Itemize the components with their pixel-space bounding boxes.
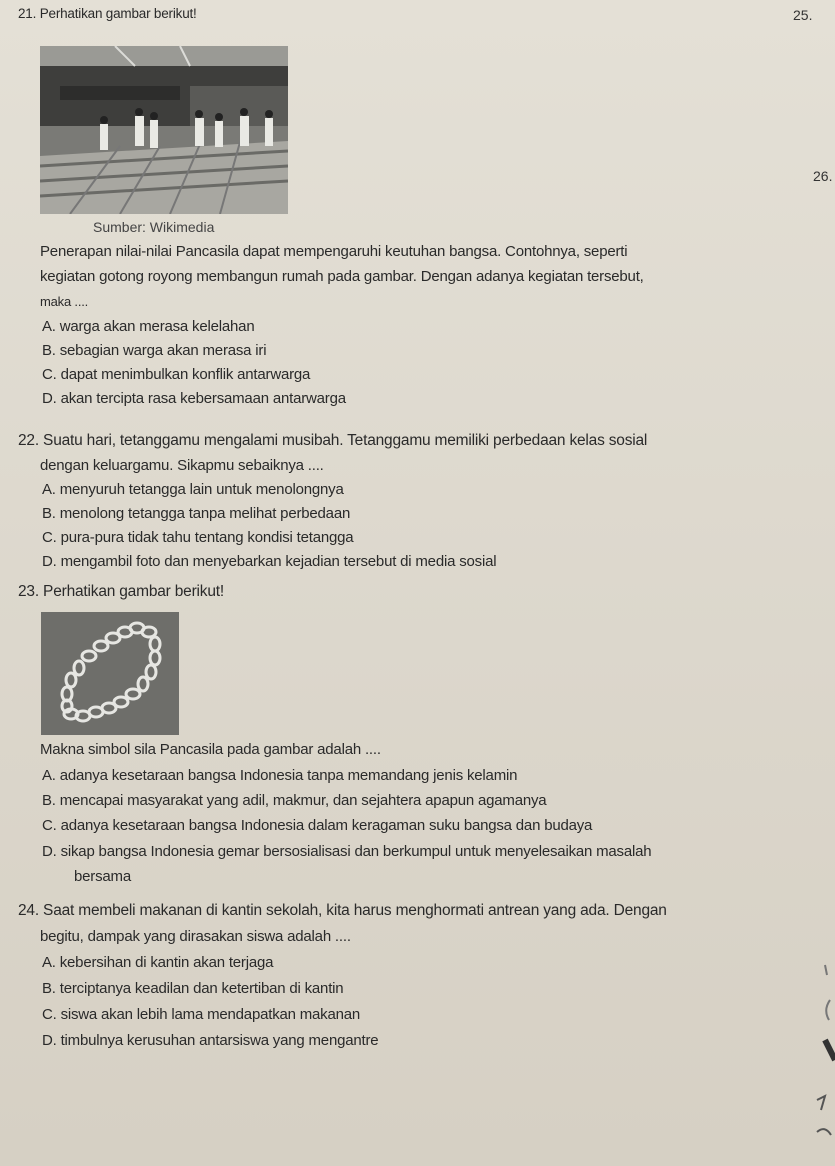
q22-stem-line1: 22. Suatu hari, tetanggamu mengalami musibah. Tetanggamu memiliki perbedaan kelas sosial xyxy=(18,432,648,449)
margin-marks xyxy=(805,960,835,1160)
q24-option-c[interactable]: C. siswa akan lebih lama mendapatkan makanan xyxy=(42,1006,361,1023)
q23-option-a[interactable]: A. adanya kesetaraan bangsa Indonesia tanpa memandang jenis kelamin xyxy=(42,767,518,784)
q21-stem-line2: kegiatan gotong royong membangun rumah pada gambar. Dengan adanya kegiatan tersebut, xyxy=(40,268,644,285)
q23-option-c[interactable]: C. adanya kesetaraan bangsa Indonesia dalam keragaman suku bangsa dan budaya xyxy=(42,817,593,834)
q23-title: 23. Perhatikan gambar berikut! xyxy=(18,583,224,600)
q23-option-d-cont: bersama xyxy=(74,868,131,885)
q24-stem-line2: begitu, dampak yang dirasakan siswa adalah .... xyxy=(40,928,351,945)
q23-stem: Makna simbol sila Pancasila pada gambar adalah .... xyxy=(40,741,381,758)
q21-title: 21. Perhatikan gambar berikut! xyxy=(18,6,197,21)
question-number-25: 25. xyxy=(793,7,813,23)
q21-photo xyxy=(40,46,288,214)
q23-option-d[interactable]: D. sikap bangsa Indonesia gemar bersosialisasi dan berkumpul untuk menyelesaikan masalah xyxy=(42,843,652,860)
q21-option-a[interactable]: A. warga akan merasa kelelahan xyxy=(42,318,255,335)
q21-option-d[interactable]: D. akan tercipta rasa kebersamaan antarwarga xyxy=(42,390,346,407)
q24-stem-line1: 24. Saat membeli makanan di kantin sekolah, kita harus menghormati antrean yang ada. Dengan xyxy=(18,902,667,919)
q21-image-caption: Sumber: Wikimedia xyxy=(93,219,215,235)
q22-option-d[interactable]: D. mengambil foto dan menyebarkan kejadian tersebut di media sosial xyxy=(42,553,497,570)
q22-option-c[interactable]: C. pura-pura tidak tahu tentang kondisi tetangga xyxy=(42,529,354,546)
q24-option-a[interactable]: A. kebersihan di kantin akan terjaga xyxy=(42,954,274,971)
q24-option-b[interactable]: B. terciptanya keadilan dan ketertiban di kantin xyxy=(42,980,344,997)
q22-option-a[interactable]: A. menyuruh tetangga lain untuk menolongnya xyxy=(42,481,344,498)
q21-option-b[interactable]: B. sebagian warga akan merasa iri xyxy=(42,342,267,359)
q21-stem-line1: Penerapan nilai-nilai Pancasila dapat mempengaruhi keutuhan bangsa. Contohnya, seperti xyxy=(40,243,628,260)
question-number-26: 26. xyxy=(813,168,833,184)
q24-option-d[interactable]: D. timbulnya kerusuhan antarsiswa yang mengantre xyxy=(42,1032,379,1049)
q21-stem-line3: maka .... xyxy=(40,294,89,309)
q21-option-c[interactable]: C. dapat menimbulkan konflik antarwarga xyxy=(42,366,311,383)
q22-stem-line2: dengan keluargamu. Sikapmu sebaiknya .... xyxy=(40,457,324,474)
q22-option-b[interactable]: B. menolong tetangga tanpa melihat perbedaan xyxy=(42,505,351,522)
q23-chain-image xyxy=(41,612,179,735)
q23-option-b[interactable]: B. mencapai masyarakat yang adil, makmur, dan sejahtera apapun agamanya xyxy=(42,792,547,809)
